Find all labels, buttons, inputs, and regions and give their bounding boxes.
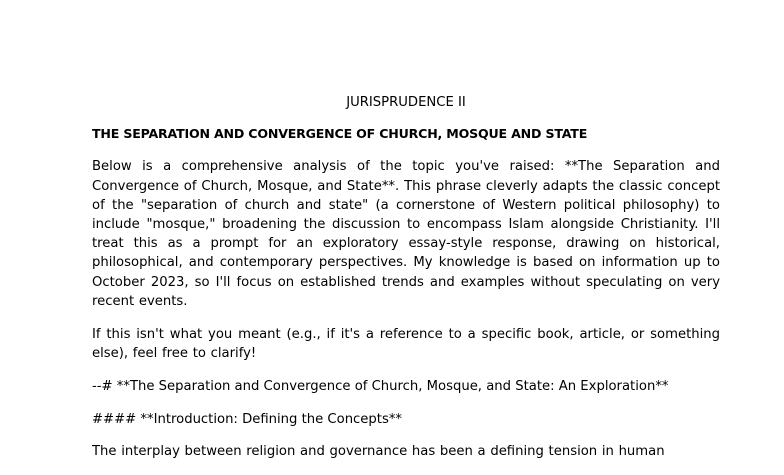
markdown-heading-introduction: #### **Introduction: Defining the Concepts** [92, 411, 403, 427]
clarify-paragraph: If this isn't what you meant (e.g., if it's a reference to a specific book, article, or something else), feel free to clarify! [92, 327, 720, 362]
intro-paragraph: Below is a comprehensive analysis of the topic you've raised: **The Separation and Convergence of Church, Mosque, and State**. This phrase cleverly adapts the classic concept of the "separation of church and state" (a cornerstone of Western political philosophy) to include "mosque," broadening the discussion to encompass Islam alongside Christianity. I'll treat this as a prompt for an exploratory essay-style response, drawing on historical, philosophical, and contemporary perspectives. My knowledge is based on information up to October 2023, so I'll focus on established trends and examples without speculating on very recent events. [92, 159, 720, 309]
trailing-paragraph: The interplay between religion and governance has been a defining tension in human [92, 443, 665, 459]
document-body [92, 93, 720, 475]
markdown-heading-exploration: --# **The Separation and Convergence of Church, Mosque, and State: An Exploration** [92, 379, 669, 395]
section-heading: THE SEPARATION AND CONVERGENCE OF CHURCH, MOSQUE AND STATE [92, 126, 588, 142]
document-title: JURISPRUDENCE II [346, 95, 466, 110]
